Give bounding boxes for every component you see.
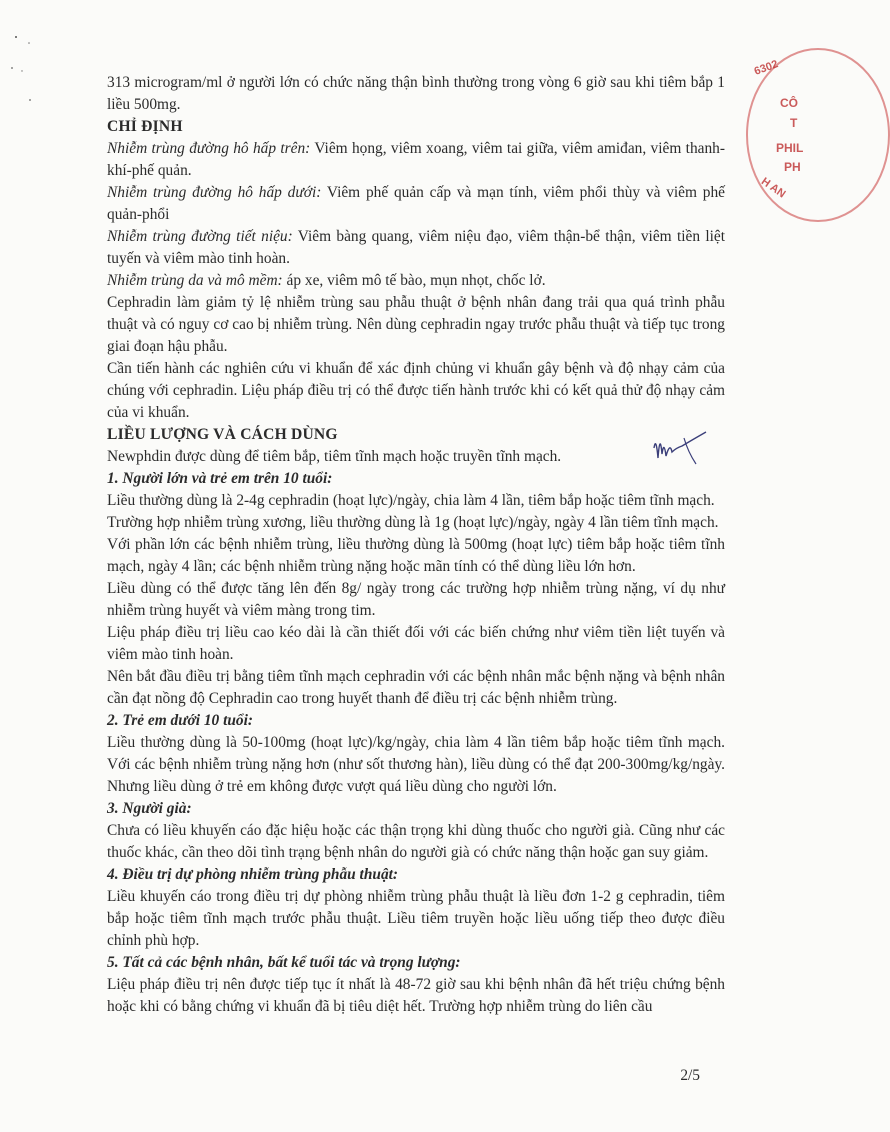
indication-text: Viêm họng, viêm xoang, viêm tai giữa, viêm amiđan, viêm thanh-khí-phế quản. — [107, 140, 725, 179]
section-title: 3. Người già: — [107, 800, 192, 817]
indication-lead: Nhiễm trùng đường tiết niệu: — [107, 228, 293, 245]
section-paragraph: Liều thường dùng là 2-4g cephradin (hoạt lực)/ngày, chia làm 4 lần, tiêm bắp hoặc tiêm tĩnh mạch. — [107, 492, 715, 509]
stamp-text: PHIL — [776, 141, 804, 155]
indications-heading: CHỈ ĐỊNH — [107, 118, 183, 135]
red-stamp — [746, 48, 828, 218]
section-title: 2. Trẻ em dưới 10 tuổi: — [107, 712, 254, 729]
section-paragraph: Liệu pháp điều trị liều cao kéo dài là cần thiết đối với các biến chứng như viêm tiền liệt tuyến và viêm mào tinh hoàn. — [107, 624, 725, 663]
indication-lead: Nhiễm trùng đường hô hấp dưới: — [107, 184, 322, 201]
page-number: 2/5 — [680, 1067, 700, 1084]
indication-item — [107, 138, 725, 182]
stamp-text: CÔ — [780, 96, 798, 110]
section-title: 1. Người lớn và trẻ em trên 10 tuổi: — [107, 470, 333, 487]
document-page — [107, 72, 725, 1018]
intro-paragraph: 313 microgram/ml ở người lớn có chức năng thận bình thường trong vòng 6 giờ sau khi tiêm bắp 1 liều 500mg. — [107, 74, 725, 113]
indication-text: áp xe, viêm mô tế bào, mụn nhọt, chốc lở. — [282, 272, 546, 289]
indications-paragraph: Cephradin làm giảm tỷ lệ nhiễm trùng sau phẫu thuật ở bệnh nhân đang trải qua quá trình phẫu thuật và có nguy cơ cao bị nhiễm trùng. Nên dùng cephradin ngay trước phẫu thuật và tiếp tục trong giai đoạn hậu phẫu. — [107, 294, 725, 355]
dosage-heading: LIỀU LƯỢNG VÀ CÁCH DÙNG — [107, 426, 338, 443]
stamp-ring — [746, 48, 890, 222]
indication-item — [107, 226, 725, 270]
section-paragraph: Liều dùng có thể được tăng lên đến 8g/ ngày trong các trường hợp nhiễm trùng nặng, ví dụ như nhiễm trùng huyết và viêm màng trong tim. — [107, 580, 725, 619]
indication-item — [107, 182, 725, 226]
indication-text: Viêm bàng quang, viêm niệu đạo, viêm thận-bể thận, viêm tiền liệt tuyến và viêm mào tinh hoàn. — [107, 228, 725, 267]
section-title: 5. Tất cả các bệnh nhân, bất kể tuổi tác và trọng lượng: — [107, 954, 461, 971]
section-paragraph: Liều thường dùng là 50-100mg (hoạt lực)/kg/ngày, chia làm 4 lần tiêm bắp hoặc tiêm tĩnh mạch. Với các bệnh nhiễm trùng nặng hơn (như sốt thương hàn), liều dùng có thể đạt 200-300mg/kg/ngày. Nhưng liều dùng ở trẻ em không được vượt quá liều dùng cho người lớn. — [107, 734, 725, 795]
stamp-text: H AN — [758, 175, 788, 201]
indication-item — [107, 270, 725, 292]
section-paragraph: Trường hợp nhiễm trùng xương, liều thường dùng là 1g (hoạt lực)/ngày, ngày 4 lần tiêm tĩnh mạch. — [107, 514, 719, 531]
stamp-text: T — [790, 116, 798, 130]
section-paragraph: Liệu pháp điều trị nên được tiếp tục ít nhất là 48-72 giờ sau khi bệnh nhân đã hết triệu chứng bệnh hoặc khi có bằng chứng vi khuẩn đã bị tiêu diệt hết. Trường hợp nhiễm trùng do liên cầu — [107, 976, 725, 1015]
indications-paragraph: Cần tiến hành các nghiên cứu vi khuẩn để xác định chủng vi khuẩn gây bệnh và độ nhạy cảm của chúng với cephradin. Liệu pháp điều trị có thể được tiến hành trước khi có kết quả thử độ nhạy cảm của vi khuẩn. — [107, 360, 725, 421]
section-title: 4. Điều trị dự phòng nhiễm trùng phẫu thuật: — [107, 866, 399, 883]
indication-text: Viêm phế quản cấp và mạn tính, viêm phổi thùy và viêm phế quản-phổi — [107, 184, 725, 223]
stamp-text: 6302 — [752, 58, 780, 78]
dosage-intro: Newphdin được dùng để tiêm bắp, tiêm tĩnh mạch hoặc truyền tĩnh mạch. — [107, 448, 562, 465]
section-paragraph: Nên bắt đầu điều trị bằng tiêm tĩnh mạch cephradin với các bệnh nhân mắc bệnh nặng và bệnh nhân cần đạt nồng độ Cephradin cao trong huyết thanh để điều trị các bệnh nhiễm trùng. — [107, 668, 725, 707]
scan-specks — [0, 0, 60, 110]
indication-lead: Nhiễm trùng đường hô hấp trên: — [107, 140, 311, 157]
section-paragraph: Với phần lớn các bệnh nhiễm trùng, liều thường dùng là 500mg (hoạt lực) tiêm bắp hoặc tiêm tĩnh mạch, ngày 4 lần; các bệnh nhiễm trùng nặng hoặc mãn tính có thể dùng liều lớn hơn. — [107, 536, 725, 575]
section-paragraph: Chưa có liều khuyến cáo đặc hiệu hoặc các thận trọng khi dùng thuốc cho người già. Cũng như các thuốc khác, cần theo dõi tình trạng bệnh nhân do người già có chức năng thận hoặc gan suy giảm. — [107, 822, 725, 861]
indication-lead: Nhiễm trùng da và mô mềm: — [107, 272, 283, 289]
stamp-text: PH — [784, 160, 801, 174]
section-paragraph: Liều khuyến cáo trong điều trị dự phòng nhiễm trùng phẫu thuật là liều đơn 1-2 g cephradin, tiêm bắp hoặc tiêm tĩnh mạch trước phẫu thuật. Liều tiêm truyền hoặc liều uống tiếp theo được điều chỉnh phù hợp. — [107, 888, 725, 949]
